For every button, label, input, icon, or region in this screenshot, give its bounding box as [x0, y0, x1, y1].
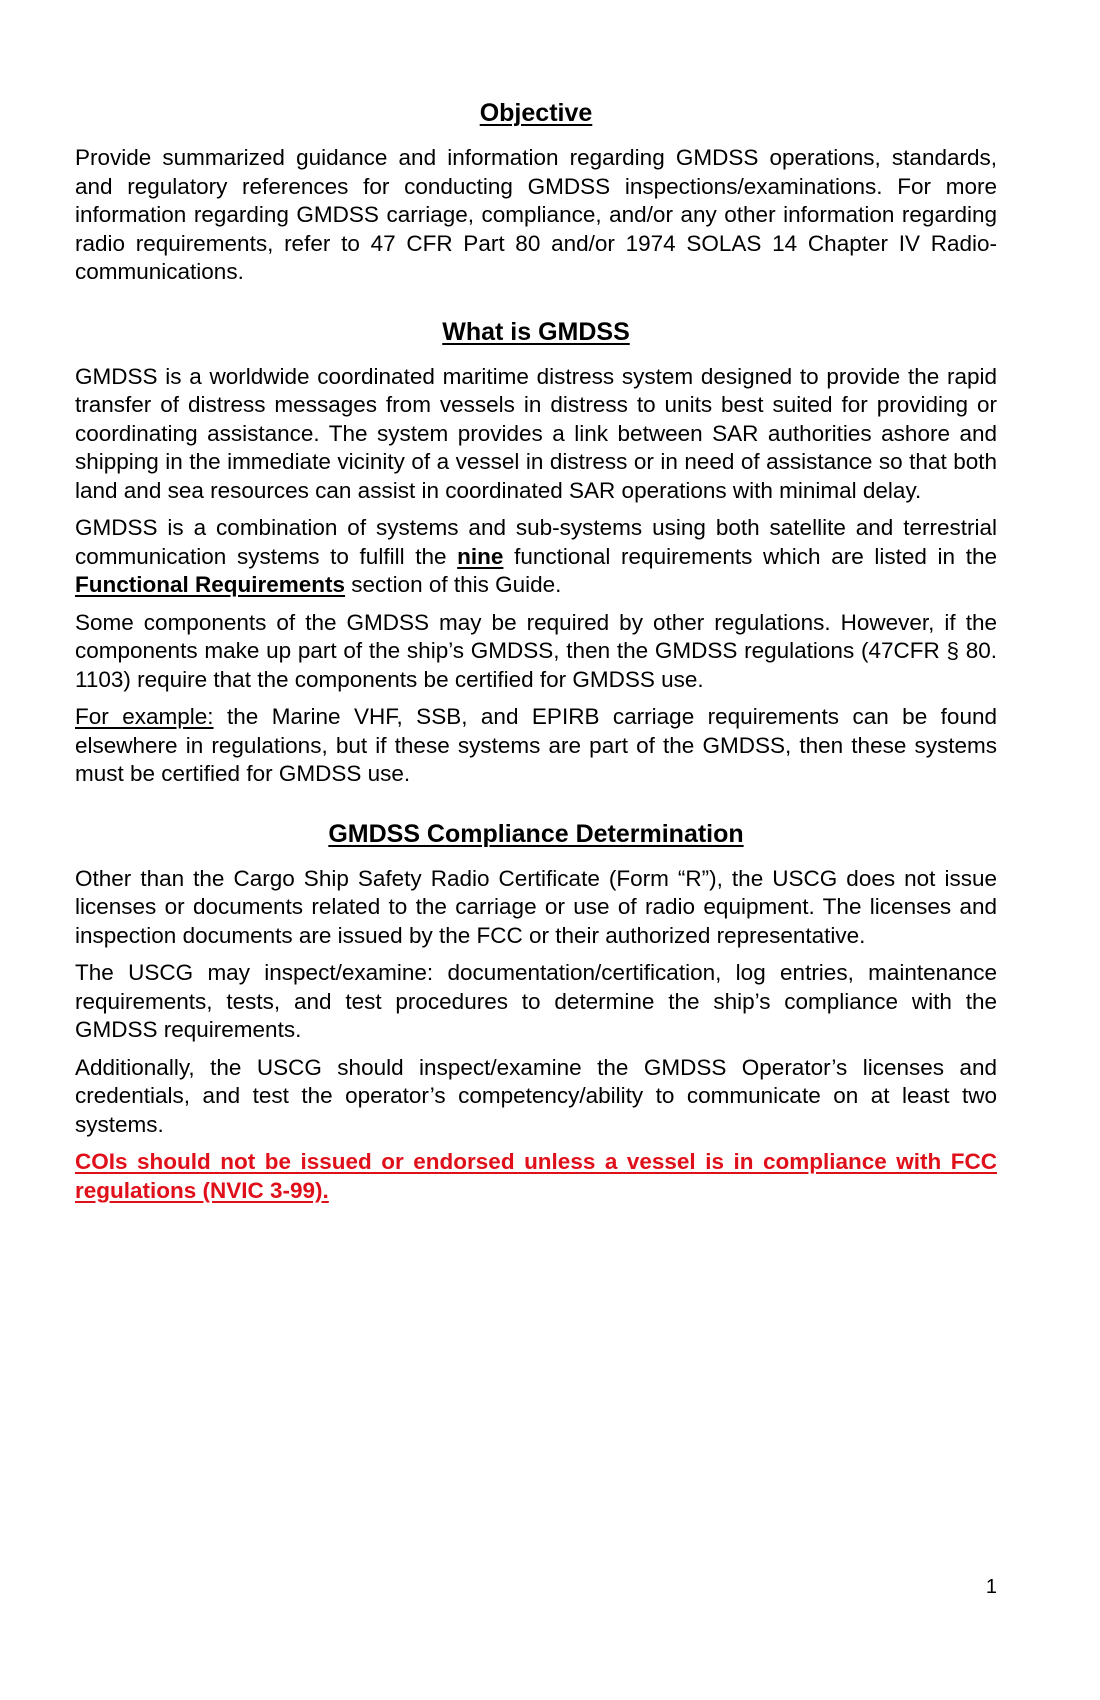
page-number: 1 — [985, 1576, 997, 1598]
compliance-paragraph-2: The USCG may inspect/examine: documentation/certification, log entries, maintenance requirements, tests, and test procedures to determine the ship’s compliance with the GMDSS requirements. — [75, 960, 997, 1042]
compliance-paragraph-3: Additionally, the USCG should inspect/examine the GMDSS Operator’s licenses and credentials, and test the operator’s competency/ability to communicate on at least two systems. — [75, 1054, 997, 1137]
functional-requirements-link[interactable]: Functional Requirements — [75, 572, 346, 597]
what-is-paragraph-4: For example: the Marine VHF, SSB, and EPIRB carriage requirements can be found elsewhere in regulations, but if these systems are part of the GMDSS, then these systems must be certified for GMDSS use. — [75, 704, 997, 786]
what-is-paragraph-1: GMDSS is a worldwide coordinated maritime distress system designed to provide the rapid transfer of distress messages from vessels in distress to units best suited for providing or coordinating assistance. The system provides a link between SAR authorities ashore and shipping in the immediate vicinity of a vessel in distress or in need of assistance so that both land and sea resources can assist in coordinated SAR operations with minimal delay. — [75, 363, 997, 503]
for-example-label: For example: — [75, 704, 214, 729]
what-is-gmdss-heading: What is GMDSS — [442, 317, 630, 346]
document-page — [75, 98, 997, 1205]
objective-paragraph: Provide summarized guidance and information regarding GMDSS operations, standards, and regulatory references for conducting GMDSS inspections/examinations. For more information regarding GMDSS carriage, compliance, and/or any other information regarding radio requirements, refer to 47 CFR Part 80 and/or 1974 SOLAS 14 Chapter IV Radio-communications. — [75, 145, 997, 284]
what-is-paragraph-2: GMDSS is a combination of systems and sub-systems using both satellite and terrestrial communication systems to fulfill the nine functional requirements which are listed in the Functional Requirements section of this Guide. — [75, 515, 997, 597]
objective-heading: Objective — [479, 99, 593, 127]
compliance-warning: COIs should not be issued or endorsed unless a vessel is in compliance with FCC regulations (NVIC 3-99). — [75, 1149, 997, 1203]
compliance-heading: GMDSS Compliance Determination — [328, 819, 744, 848]
emphasis-nine: nine — [457, 543, 504, 569]
compliance-paragraph-1: Other than the Cargo Ship Safety Radio Certificate (Form “R”), the USCG does not issue licenses or documents related to the carriage or use of radio equipment. The licenses and inspection documents are issued by the FCC or their authorized representative. — [75, 865, 997, 948]
what-is-paragraph-3: Some components of the GMDSS may be required by other regulations. However, if the components make up part of the ship’s GMDSS, then the GMDSS regulations (47CFR § 80. 1103) require that the components be certified for GMDSS use. — [75, 609, 997, 692]
